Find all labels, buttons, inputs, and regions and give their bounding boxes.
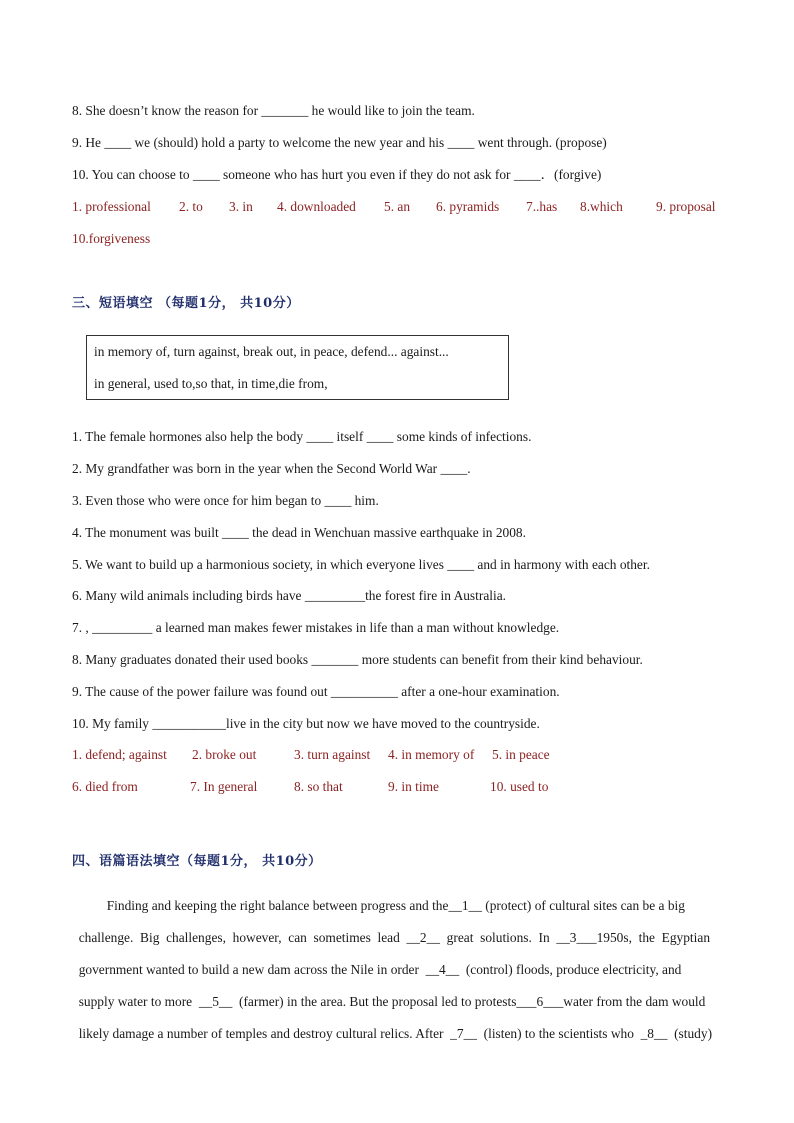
question: 9. The cause of the power failure was found out __________ after a one-hour examination. (72, 684, 560, 699)
answer-key-section3 (72, 778, 722, 796)
blank-6: ___6___ (516, 994, 564, 1009)
blank-5: __5__ (198, 994, 233, 1009)
passage-line: supply water to more __5__ (farmer) in the area. But the proposal led to protests___6___water from the dam would (78, 994, 706, 1009)
answer-item: 4. in memory of (388, 747, 475, 762)
passage-line: likely damage a number of temples and destroy cultural relics. After _7__ (listen) to the scientists who _8__ (study) (78, 1026, 713, 1041)
answer-item: 7. In general (190, 779, 258, 794)
question: 1. The female hormones also help the body ____ itself ____ some kinds of infections. (72, 429, 532, 444)
answer-item: 3. in (229, 199, 253, 214)
answer-item: 1. defend; against (72, 747, 167, 762)
word-bank-box (86, 335, 509, 400)
answer-item: 10.forgiveness (72, 231, 151, 246)
answer-item: 8. so that (294, 779, 343, 794)
question: 6. Many wild animals including birds have _________the forest fire in Australia. (72, 588, 506, 603)
answer-item: 2. to (179, 199, 203, 214)
answer-key-section3 (72, 746, 722, 764)
question-10: 10. You can choose to ____ someone who has hurt you even if they do not ask for ____．(forgive) (72, 167, 602, 182)
answer-item: 6. died from (72, 779, 138, 794)
question: 8. Many graduates donated their used books _______ more students can benefit from their kind behaviour. (72, 652, 643, 667)
blank-8: _8__ (640, 1026, 668, 1041)
answer-item: 9. proposal (656, 199, 716, 214)
passage-line: Finding and keeping the right balance between progress and the__1__ (protect) of cultural sites can be a big (106, 898, 685, 913)
answer-item: 8.which (580, 199, 623, 214)
answer-item: 10. used to (490, 779, 549, 794)
answer-item: 2. broke out (192, 747, 257, 762)
word-bank-line: in memory of, turn against, break out, in peace, defend... against... (94, 344, 449, 359)
answer-item: 6. pyramids (436, 199, 500, 214)
question: 3. Even those who were once for him began to ____ him. (72, 493, 379, 508)
blank-3: __3___ (556, 930, 597, 945)
blank-2: __2__ (406, 930, 440, 945)
answer-item: 4. downloaded (277, 199, 356, 214)
word-bank-line: in general, used to,so that, in time,die from, (94, 376, 328, 391)
passage-line: government wanted to build a new dam across the Nile in order __4__ (control) floods, produce electricity, and (78, 962, 682, 977)
question: 4. The monument was built ____ the dead in Wenchuan massive earthquake in 2008. (72, 525, 526, 540)
answer-item: 9. in time (388, 779, 439, 794)
answer-item: 5. in peace (492, 747, 550, 762)
answer-item: 1. professional (72, 199, 151, 214)
answer-item: 3. turn against (294, 747, 371, 762)
question-8: 8. She doesn’t know the reason for _______ he would like to join the team. (72, 103, 475, 118)
question: 7. , _________ a learned man makes fewer mistakes in life than a man without knowledge. (72, 620, 560, 635)
blank-4: __4__ (425, 962, 460, 977)
answer-key-section2 (72, 198, 722, 216)
question: 2. My grandfather was born in the year when the Second World War ____. (72, 461, 471, 476)
question: 10. My family ___________live in the city but now we have moved to the countryside. (72, 716, 540, 731)
blank-7: _7__ (450, 1026, 477, 1041)
answer-item: 7..has (526, 199, 558, 214)
section-header: 四、语篇语法填空（每题1分， 共10分） (72, 854, 322, 869)
blank-1: __1__ (448, 898, 482, 913)
question: 5. We want to build up a harmonious society, in which everyone lives ____ and in harmony with each other. (72, 557, 650, 572)
answer-item: 5. an (384, 199, 411, 214)
question-9: 9. He ____ we (should) hold a party to welcome the new year and his ____ went through. (propose) (72, 135, 607, 150)
section-header: 三、短语填空 （每题1分， 共10分） (72, 296, 300, 311)
passage-line: challenge. Big challenges, however, can sometimes lead __2__ great solutions. In __3___1950s, the Egyptian (78, 930, 711, 945)
